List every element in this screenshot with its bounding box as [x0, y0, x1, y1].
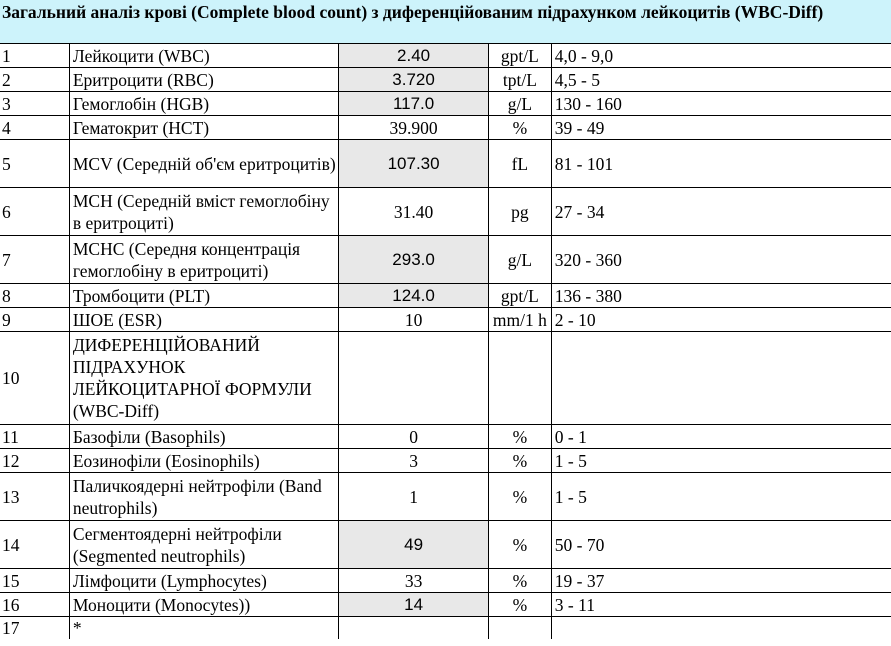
test-name: Паличкоядерні нейтрофіли (Band neutrophils) — [69, 473, 338, 521]
test-value: 293.0 — [339, 236, 489, 284]
test-unit: g/L — [489, 92, 552, 116]
row-number: 15 — [0, 569, 69, 593]
row-number: 6 — [0, 188, 69, 236]
table-row — [0, 593, 891, 617]
test-unit: % — [489, 521, 552, 569]
test-name: Гематокрит (HCT) — [69, 116, 338, 140]
table-row — [0, 308, 891, 332]
reference-range: 136 - 380 — [551, 284, 891, 308]
row-number: 7 — [0, 236, 69, 284]
test-name: Лейкоцити (WBC) — [69, 44, 338, 68]
test-unit: mm/1 h — [489, 308, 552, 332]
test-unit: gpt/L — [489, 44, 552, 68]
test-value: 3 — [339, 449, 489, 473]
test-value: 117.0 — [339, 92, 489, 116]
test-value: 10 — [339, 308, 489, 332]
row-number: 14 — [0, 521, 69, 569]
test-name: Базофіли (Basophils) — [69, 425, 338, 449]
test-name: Тромбоцити (PLT) — [69, 284, 338, 308]
reference-range: 1 - 5 — [551, 449, 891, 473]
test-unit: g/L — [489, 236, 552, 284]
reference-range: 3 - 11 — [551, 593, 891, 617]
test-value: 0 — [339, 425, 489, 449]
test-unit — [489, 332, 552, 425]
test-unit: % — [489, 425, 552, 449]
table-row — [0, 92, 891, 116]
table-row — [0, 569, 891, 593]
table-row — [0, 449, 891, 473]
table-row — [0, 116, 891, 140]
row-number: 2 — [0, 68, 69, 92]
reference-range: 19 - 37 — [551, 569, 891, 593]
row-number: 11 — [0, 425, 69, 449]
test-unit: pg — [489, 188, 552, 236]
test-name: Моноцити (Monocytes)) — [69, 593, 338, 617]
test-value: 31.40 — [339, 188, 489, 236]
row-number: 17 — [0, 617, 69, 640]
results-table — [0, 44, 891, 639]
table-row — [0, 188, 891, 236]
test-value: 14 — [339, 593, 489, 617]
test-value — [339, 617, 489, 640]
test-name: MCV (Середній об'єм еритроцитів) — [69, 140, 338, 188]
reference-range: 81 - 101 — [551, 140, 891, 188]
table-row — [0, 140, 891, 188]
test-value — [339, 332, 489, 425]
test-unit: fL — [489, 140, 552, 188]
table-row — [0, 68, 891, 92]
row-number: 10 — [0, 332, 69, 425]
test-value: 124.0 — [339, 284, 489, 308]
test-name: Еозинофіли (Eosinophils) — [69, 449, 338, 473]
row-number: 13 — [0, 473, 69, 521]
reference-range: 4,0 - 9,0 — [551, 44, 891, 68]
test-unit: % — [489, 569, 552, 593]
test-name: Лімфоцити (Lymphocytes) — [69, 569, 338, 593]
test-name: MCHC (Середня концентрація гемоглобіну в еритроциті) — [69, 236, 338, 284]
test-name: ДИФЕРЕНЦІЙОВАНИЙ ПІДРАХУНОК ЛЕЙКОЦИТАРНОЇ ФОРМУЛИ (WBC-Diff) — [69, 332, 338, 425]
reference-range: 130 - 160 — [551, 92, 891, 116]
test-unit: % — [489, 116, 552, 140]
test-name: Гемоглобін (HGB) — [69, 92, 338, 116]
report-title: Загальний аналіз крові (Complete blood count) з диференційованим підрахунком лейкоцитів (WBC-Diff) — [0, 0, 891, 44]
test-unit: tpt/L — [489, 68, 552, 92]
test-value: 3.720 — [339, 68, 489, 92]
table-row — [0, 332, 891, 425]
test-name: ШОЕ (ESR) — [69, 308, 338, 332]
row-number: 9 — [0, 308, 69, 332]
reference-range: 320 - 360 — [551, 236, 891, 284]
test-value: 39.900 — [339, 116, 489, 140]
reference-range: 1 - 5 — [551, 473, 891, 521]
test-value: 2.40 — [339, 44, 489, 68]
row-number: 16 — [0, 593, 69, 617]
row-number: 8 — [0, 284, 69, 308]
table-row — [0, 521, 891, 569]
table-row — [0, 617, 891, 640]
reference-range: 27 - 34 — [551, 188, 891, 236]
reference-range: 2 - 10 — [551, 308, 891, 332]
row-number: 12 — [0, 449, 69, 473]
reference-range: 4,5 - 5 — [551, 68, 891, 92]
reference-range — [551, 617, 891, 640]
test-value: 107.30 — [339, 140, 489, 188]
reference-range: 50 - 70 — [551, 521, 891, 569]
table-row — [0, 236, 891, 284]
test-value: 33 — [339, 569, 489, 593]
test-unit — [489, 617, 552, 640]
test-unit: % — [489, 593, 552, 617]
test-name: * — [69, 617, 338, 640]
reference-range: 0 - 1 — [551, 425, 891, 449]
test-name: Сегментоядерні нейтрофіли (Segmented neutrophils) — [69, 521, 338, 569]
reference-range: 39 - 49 — [551, 116, 891, 140]
test-unit: % — [489, 473, 552, 521]
test-value: 49 — [339, 521, 489, 569]
table-row — [0, 425, 891, 449]
test-value: 1 — [339, 473, 489, 521]
row-number: 4 — [0, 116, 69, 140]
table-row — [0, 284, 891, 308]
row-number: 3 — [0, 92, 69, 116]
row-number: 1 — [0, 44, 69, 68]
table-row — [0, 44, 891, 68]
row-number: 5 — [0, 140, 69, 188]
reference-range — [551, 332, 891, 425]
test-unit: % — [489, 449, 552, 473]
test-name: Еритроцити (RBC) — [69, 68, 338, 92]
test-unit: gpt/L — [489, 284, 552, 308]
table-row — [0, 473, 891, 521]
test-name: MCH (Середній вміст гемоглобіну в еритроциті) — [69, 188, 338, 236]
